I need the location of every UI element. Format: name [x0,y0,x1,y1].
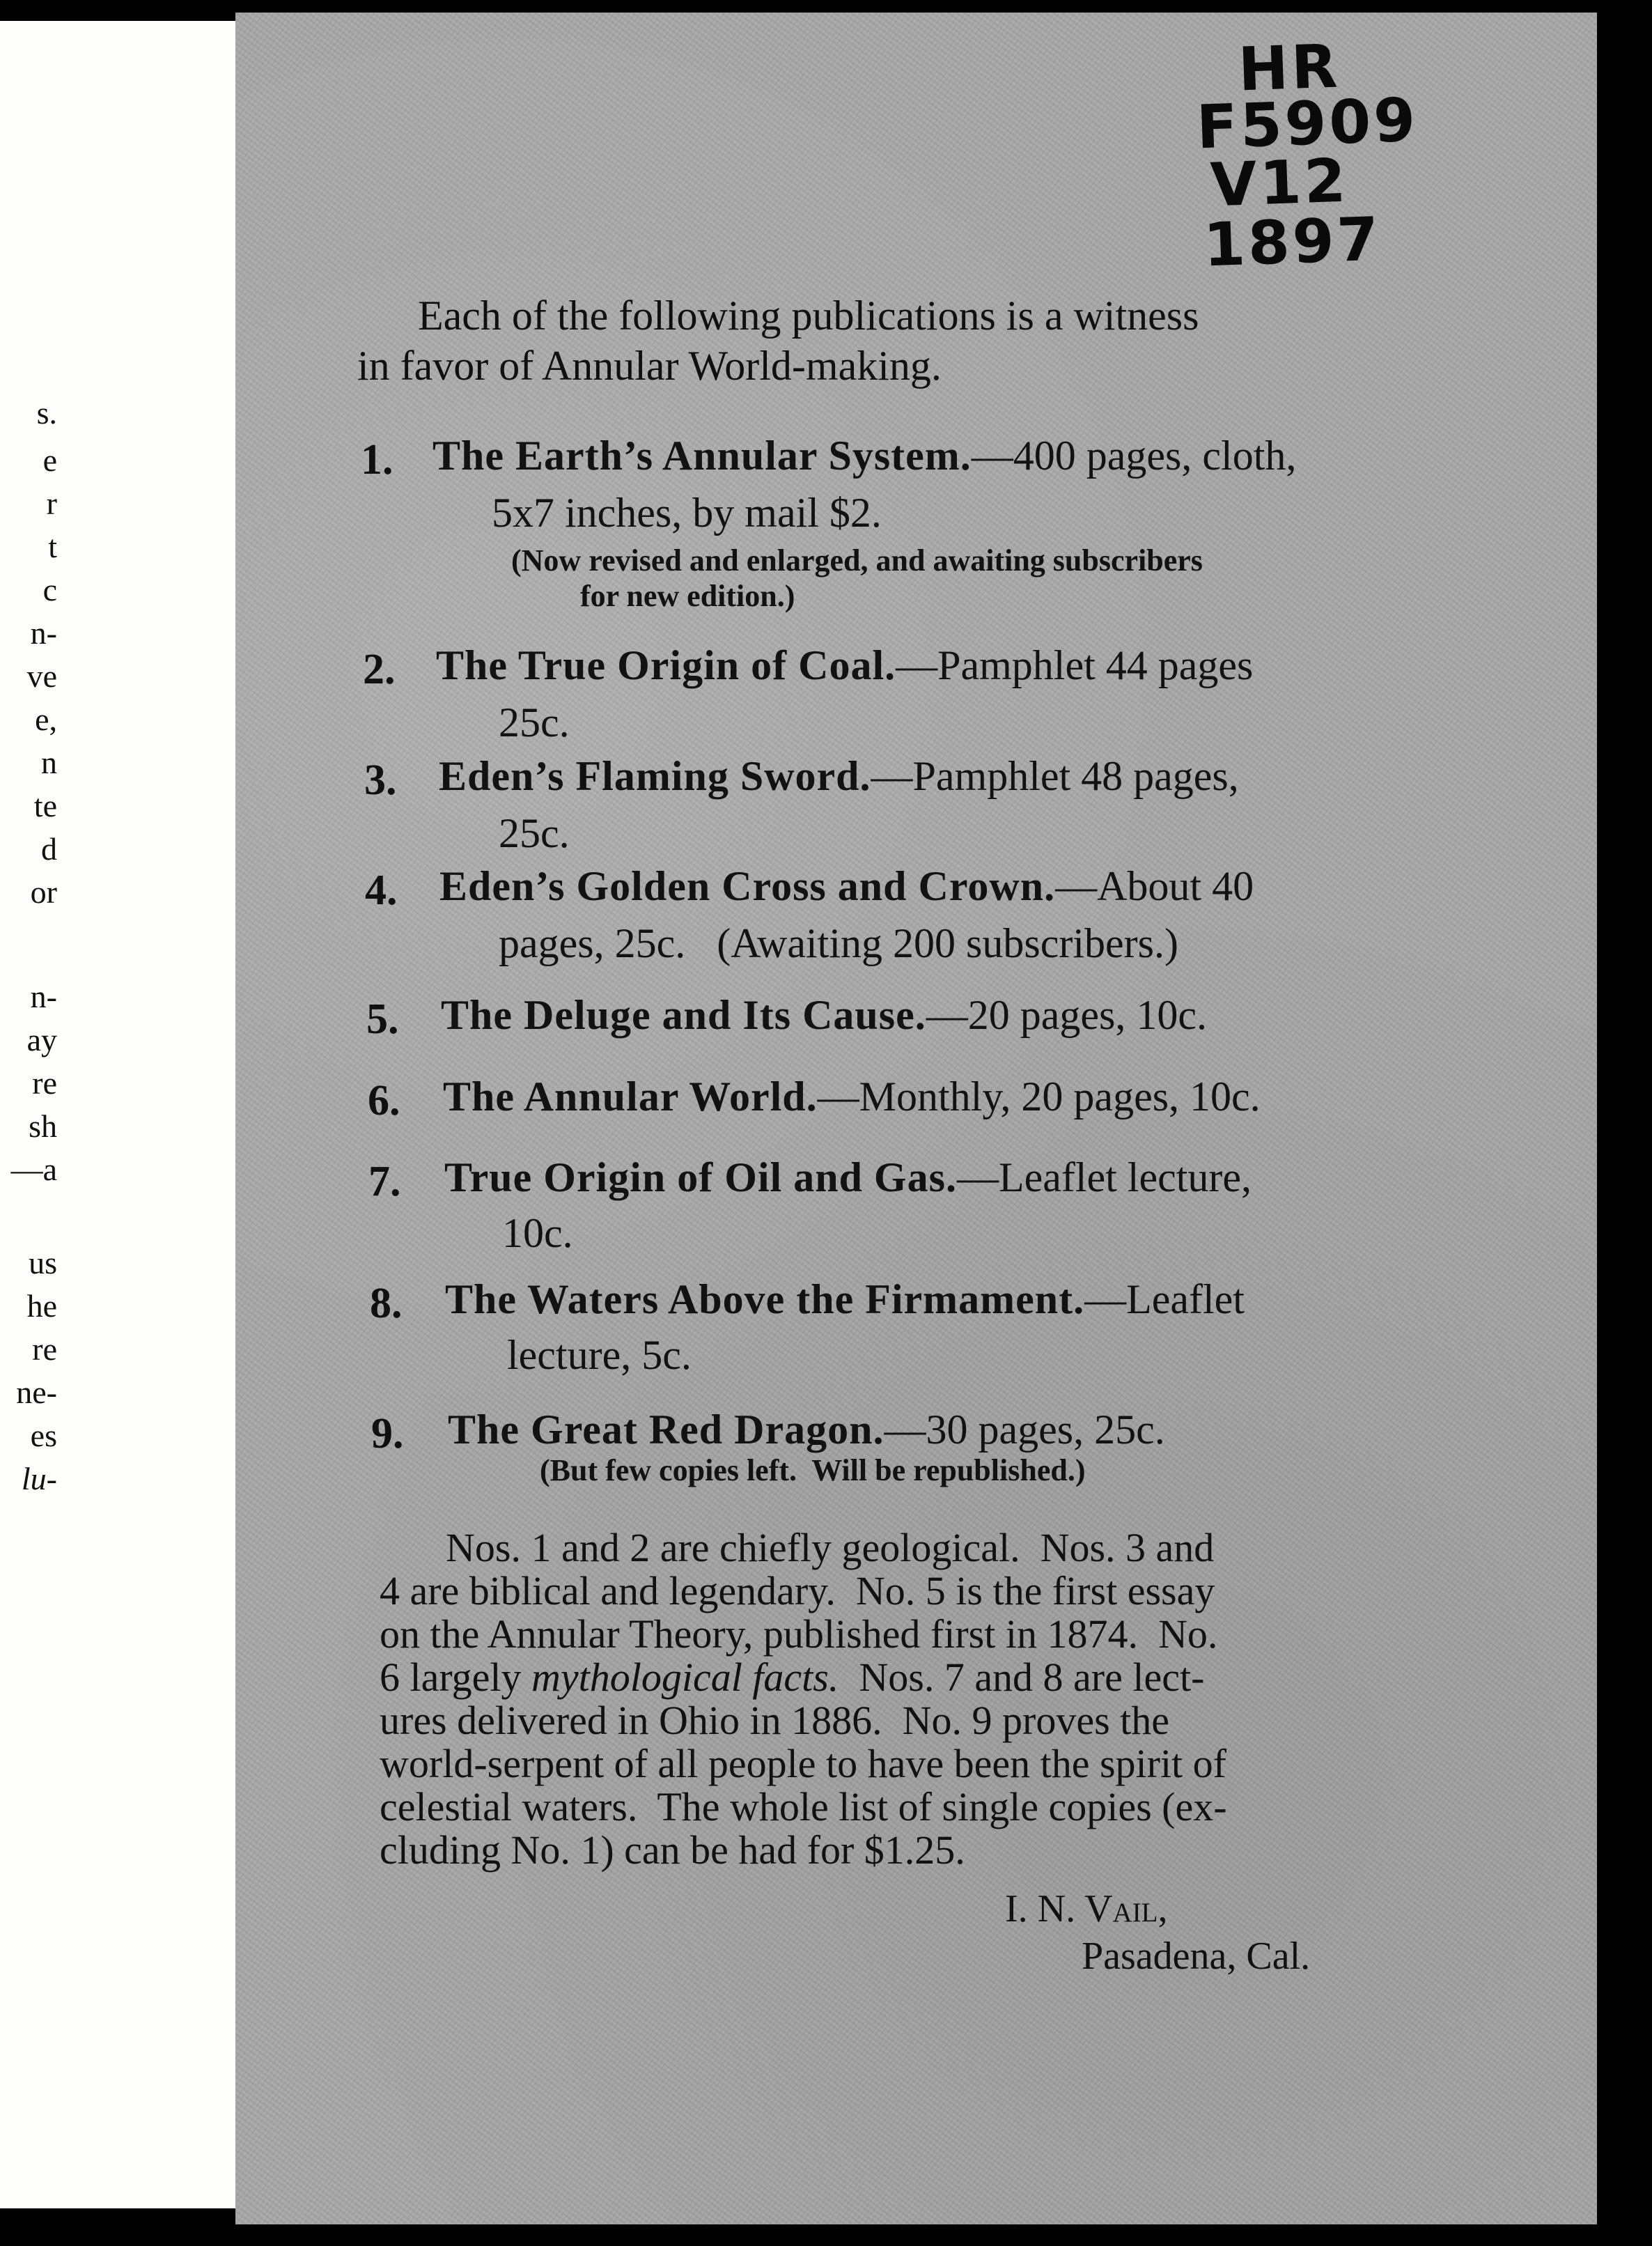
facing-page-fragment: te [33,788,57,823]
facing-page-fragment: lu- [21,1461,57,1496]
summary-line-5: ures delivered in Ohio in 1886. No. 9 proves the [380,1698,1170,1743]
facing-page-fragment: ne- [16,1374,57,1410]
publication-2-line-1 [436,642,1253,690]
summary-line-8: cluding No. 1) can be had for $1.25. [380,1827,965,1873]
publication-7-line-2: 10c. [502,1210,573,1256]
publication-title: The True Origin of Coal. [436,642,896,688]
publication-number: 2. [363,646,396,693]
publication-2-line-2: 25c. [499,699,570,745]
facing-page-fragment: t [48,529,57,564]
handwritten-call-number-line3: V12 [1209,146,1350,221]
advertisement-page [235,13,1597,2224]
summary-line-2: 4 are biblical and legendary. No. 5 is the first essay [380,1568,1215,1613]
facing-page-fragment: ay [26,1022,57,1058]
facing-page-fragment: or [30,874,57,910]
publication-8-line-1 [445,1276,1245,1324]
publication-details: —Pamphlet 48 pages, [871,753,1239,799]
facing-page-fragment: es [30,1418,57,1453]
publication-3-line-1 [439,752,1239,800]
publication-number: 8. [370,1280,403,1327]
facing-page-fragment: d [41,831,57,867]
publication-7-line-1 [444,1154,1252,1202]
facing-page-fragment: e [42,442,57,478]
summary-line-6: world-serpent of all people to have been the spirit of [380,1741,1226,1786]
facing-page-fragment: e, [35,702,57,737]
publication-title: The Earth’s Annular System. [433,433,972,479]
publication-details: —30 pages, 25c. [884,1407,1165,1453]
publication-details: —400 pages, cloth, [971,433,1297,479]
facing-page-fragment: sh [29,1108,57,1144]
publication-details: —About 40 [1055,863,1254,909]
facing-page-fragment: —a [10,1152,57,1187]
publication-3-line-2: 25c. [499,810,570,856]
publication-number: 5. [366,996,399,1043]
publication-title: The Great Red Dragon. [448,1407,885,1453]
publication-number: 7. [368,1158,401,1205]
publication-title: True Origin of Oil and Gas. [444,1154,957,1200]
publication-title: Eden’s Flaming Sword. [439,753,871,799]
publication-1-line-2: 5x7 inches, by mail $2. [492,490,882,536]
publication-number: 9. [371,1410,404,1457]
publication-details: —Monthly, 20 pages, 10c. [817,1074,1261,1120]
publication-4-line-1 [439,862,1254,911]
publication-1-note-1: (Now revised and enlarged, and awaiting subscribers [511,543,1203,578]
facing-page-fragment: n- [30,979,57,1014]
publication-details: —20 pages, 10c. [926,992,1207,1038]
publication-details: —Leaflet lecture, [956,1154,1252,1200]
publication-number: 1. [361,436,393,483]
facing-page-fragment: us [29,1245,57,1280]
publication-title: The Annular World. [443,1074,818,1120]
summary-line-4 [380,1654,1204,1701]
facing-page-fragment: n- [30,615,57,651]
publication-number: 3. [364,757,397,804]
publication-4-line-2: pages, 25c. (Awaiting 200 subscribers.) [499,920,1178,966]
intro-line-2: in favor of Annular World-making. [357,343,942,389]
summary-line-7: celestial waters. The whole list of single copies (ex- [380,1784,1227,1829]
publication-details: —Pamphlet 44 pages [896,642,1254,688]
publication-9-line-1 [448,1406,1165,1454]
publication-title: The Deluge and Its Cause. [441,992,926,1038]
facing-page-fragment: re [32,1065,57,1101]
publication-number: 4. [365,867,398,914]
publication-title: The Waters Above the Firmament. [445,1276,1085,1322]
handwritten-call-number-line2: F5909 [1195,85,1419,163]
publication-title: Eden’s Golden Cross and Crown. [439,863,1056,909]
author-name: I. N. Vail, [1005,1887,1168,1930]
facing-page-fragment: c [42,572,57,607]
publication-8-line-2: lecture, 5c. [507,1332,692,1378]
publication-6-line-1 [443,1073,1261,1121]
publication-5-line-1 [441,991,1207,1039]
publication-number: 6. [368,1077,400,1124]
handwritten-call-number-line4: 1897 [1202,204,1383,281]
facing-page-fragment: r [46,486,57,521]
facing-page-fragment: n [41,745,57,780]
publication-9-note: (But few copies left. Will be republished.) [540,1453,1086,1487]
summary-italic-text: mythological facts. [531,1655,839,1700]
facing-page-fragment: s. [36,395,57,431]
facing-page-fragment: ve [26,658,57,694]
publication-details: —Leaflet [1084,1276,1245,1322]
summary-line-1: Nos. 1 and 2 are chiefly geological. Nos. 3 and [446,1525,1215,1570]
handwritten-call-number-line1: HR [1237,31,1341,105]
summary-text: 6 largely [380,1655,531,1700]
summary-text: Nos. 7 and 8 are lect- [839,1655,1205,1700]
intro-line-1: Each of the following publications is a witness [418,293,1199,339]
publication-1-line-1 [433,432,1296,480]
summary-line-3: on the Annular Theory, published first in 1874. No. [380,1611,1218,1657]
facing-page-fragment: he [26,1288,57,1324]
facing-page-fragment: re [32,1331,57,1367]
publication-1-note-2: for new edition.) [580,579,795,613]
facing-page [0,21,252,2208]
author-location: Pasadena, Cal. [1082,1935,1311,1978]
